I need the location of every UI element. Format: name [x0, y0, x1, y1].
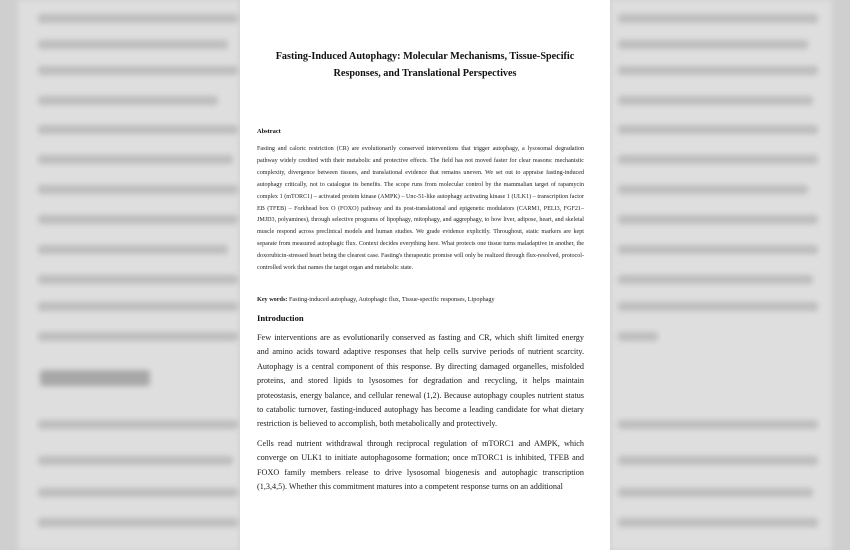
abstract-heading: Abstract	[257, 128, 281, 135]
keywords-label: Key words:	[257, 296, 288, 303]
introduction-paragraph-1: Few interventions are as evolutionarily conserved as fasting and CR, which shift limited energy and amino acids toward adaptive responses that help cells survive periods of nutrient scarcity. Autophagy is a central component of this response. By directing damaged organelles, misfolded proteins, and stored lipids to lysosomes for degradation and recycling, it helps maintain proteostasis, energy balance, and cellular renewal (1,2). Because autophagy couples nutrient status to catabolic turnover, fasting-induced autophagy has become a leading candidate for what dietary restriction is believed to accomplish, both metabolically and protectively.	[257, 333, 584, 429]
abstract-text: Fasting and caloric restriction (CR) are evolutionarily conserved interventions that trigger autophagy, a lysosomal degradation pathway widely credited with their metabolic and protective effects. The field has not moved faster for clear reasons: mechanistic complexity, divergence between tissues, and translational evidence that remains uneven. We set out to appraise fasting-induced autophagy critically, not to catalogue its benefits. The scope runs from molecular control by the mammalian target of rapamycin complex 1 (mTORC1) – activated protein kinase (AMPK) – Unc-51-like autophagy activating kinase 1 (ULK1) – transcription factor EB (TFEB) – Forkhead box O (FOXO) pathway and its post-translational and epigenetic modulators (CARM1, PELI3, FGF21–JMJD3, polyamines), through selective programs of lipophagy, mitophagy, and aggrephagy, to how liver, adipose, heart, and skeletal muscle respond across preclinical models and human studies. We grade evidence explicitly. Throughout, static markers are kept separate from measured autophagic flux. Context decides everything here. What protects one tissue turns maladaptive in another, the doxorubicin-stressed heart being the clearest case. Fasting's therapeutic promise will only be realized through flux-resolved, protocol-controlled work that names the target organ and metabolic state.	[257, 146, 584, 272]
document-page	[240, 0, 610, 550]
introduction-paragraph-2: Cells read nutrient withdrawal through reciprocal regulation of mTORC1 and AMPK, which converge on ULK1 to initiate autophagosome formation; once mTORC1 is inhibited, TFEB and FOXO family members release to drive lysosomal biogenesis and autophagic transcription (1,3,4,5). Whether this commitment matures into a competent response turns on an additional	[257, 439, 584, 492]
keywords-text: Fasting-induced autophagy, Autophagic flux, Tissue-specific responses, Lipophagy	[288, 296, 495, 303]
keywords-line	[257, 296, 592, 303]
introduction-heading: Introduction	[257, 313, 304, 323]
paper-title: Fasting-Induced Autophagy: Molecular Mechanisms, Tissue-Specific Responses, and Translational Perspectives	[275, 51, 575, 79]
